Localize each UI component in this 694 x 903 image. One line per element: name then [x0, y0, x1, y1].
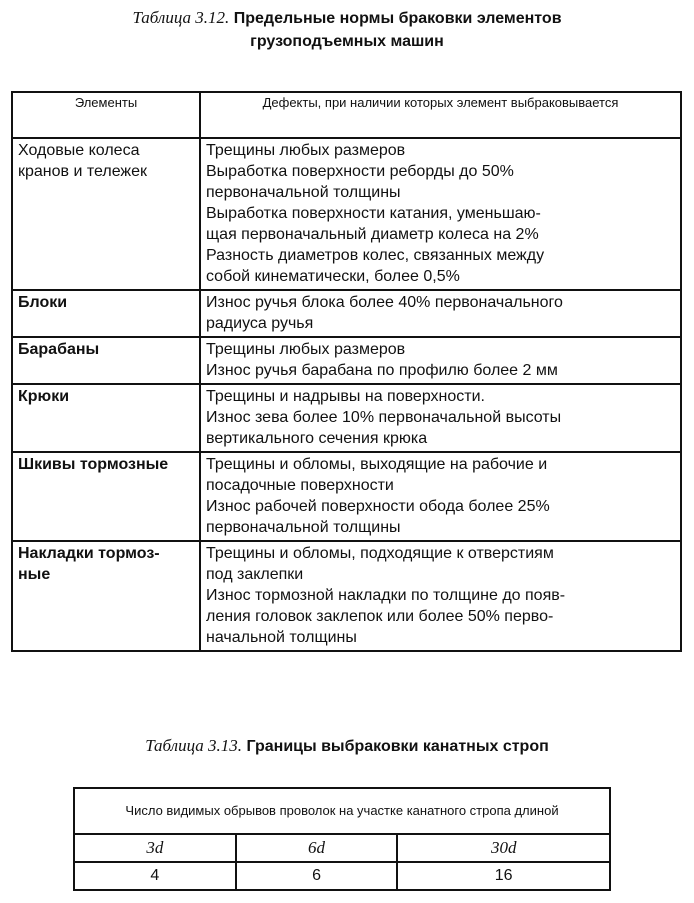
defect-line: Трещины и обломы, подходящие к отверстиям — [206, 545, 554, 562]
element-cell — [12, 138, 200, 290]
caption-label: Таблица 3.13. — [145, 736, 243, 755]
defect-line: под заклепки — [206, 566, 304, 583]
element-cell — [12, 384, 200, 452]
defect-line: Износ ручья блока более 40% первоначального — [206, 294, 563, 311]
defect-line: Трещины любых размеров — [206, 341, 406, 358]
table-row — [12, 337, 681, 384]
caption-line-2: грузоподъемных машин — [250, 33, 444, 50]
element-cell — [12, 541, 200, 651]
defect-line: Трещины и надрывы на поверхности. — [206, 388, 485, 405]
defects-cell — [200, 337, 681, 384]
defect-line: Трещины любых размеров — [206, 142, 406, 159]
defect-line: вертикального сечения крюка — [206, 430, 428, 447]
caption-title: Границы выбраковки канатных строп — [246, 738, 549, 755]
element-cell — [12, 337, 200, 384]
header-row — [74, 788, 610, 834]
length-cell: 30d — [397, 834, 610, 862]
header-cell: Число видимых обрывов проволок на участке канатного стропа длиной — [74, 788, 610, 834]
table-row — [12, 290, 681, 337]
defect-line: Износ зева более 10% первоначальной высоты — [206, 409, 562, 426]
element-name: Крюки — [18, 388, 70, 405]
element-name: Барабаны — [18, 341, 100, 358]
element-cell — [12, 452, 200, 541]
defect-line: щая первоначальный диаметр колеса на 2% — [206, 226, 539, 243]
element-name: кранов и тележек — [18, 163, 148, 180]
element-name: ные — [18, 566, 51, 583]
header-defects: Дефекты, при наличии которых элемент выбраковывается — [200, 92, 681, 138]
table-row — [12, 138, 681, 290]
defects-cell — [200, 138, 681, 290]
defects-cell — [200, 290, 681, 337]
defect-line: собой кинематически, более 0,5% — [206, 268, 460, 285]
defect-line: Выработка поверхности реборды до 50% — [206, 163, 514, 180]
caption-line-1 — [0, 6, 694, 30]
sling-rejection-table — [73, 787, 611, 891]
defect-line: ления головок заклепок или более 50% перво- — [206, 608, 554, 625]
defect-line: начальной толщины — [206, 629, 357, 646]
defect-line: первоначальной толщины — [206, 519, 401, 536]
table-row — [12, 452, 681, 541]
defects-cell — [200, 452, 681, 541]
table-3-12-caption — [0, 6, 694, 53]
table-row — [12, 541, 681, 651]
count-cell: 6 — [236, 862, 398, 890]
defect-line: Трещины и обломы, выходящие на рабочие и — [206, 456, 548, 473]
element-name: Накладки тормоз- — [18, 545, 160, 562]
defect-line: первоначальной толщины — [206, 184, 401, 201]
caption-title: Предельные нормы браковки элементов — [233, 10, 562, 27]
length-cell: 6d — [236, 834, 398, 862]
element-name: Ходовые колеса — [18, 142, 140, 159]
defects-cell — [200, 384, 681, 452]
element-cell — [12, 290, 200, 337]
length-cell: 3d — [74, 834, 236, 862]
count-cell: 16 — [397, 862, 610, 890]
defect-line: Разность диаметров колес, связанных между — [206, 247, 545, 264]
element-name: Шкивы тормозные — [18, 456, 169, 473]
count-cell: 4 — [74, 862, 236, 890]
defect-line: Выработка поверхности катания, уменьшаю- — [206, 205, 541, 222]
defects-cell — [200, 541, 681, 651]
defect-line: Износ рабочей поверхности обода более 25% — [206, 498, 550, 515]
lengths-row — [74, 834, 610, 862]
header-row — [12, 92, 681, 138]
table-3-13-caption — [0, 734, 694, 758]
table-row — [12, 384, 681, 452]
defect-line: радиуса ручья — [206, 315, 314, 332]
defect-line: посадочные поверхности — [206, 477, 394, 494]
counts-row — [74, 862, 610, 890]
rejection-norms-table — [11, 91, 682, 652]
defect-line: Износ ручья барабана по профилю более 2 мм — [206, 362, 558, 379]
defect-line: Износ тормозной накладки по толщине до появ- — [206, 587, 566, 604]
header-elements: Элементы — [12, 92, 200, 138]
element-name: Блоки — [18, 294, 68, 311]
table-body — [12, 138, 681, 651]
caption-label: Таблица 3.12. — [132, 8, 230, 27]
